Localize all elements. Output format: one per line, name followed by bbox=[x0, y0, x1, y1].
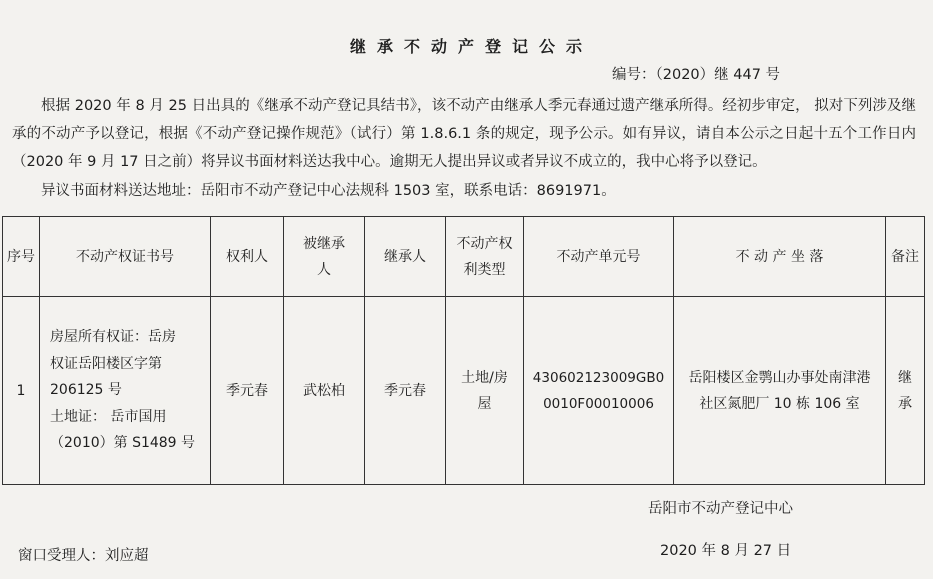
window-receiver: 窗口受理人：刘应超 bbox=[18, 548, 149, 564]
table-header-row bbox=[3, 217, 925, 297]
cell-right-type: 土地/房屋 bbox=[446, 297, 524, 485]
cert-line: 房屋所有权证：岳房 bbox=[50, 329, 176, 346]
table-row bbox=[3, 297, 925, 485]
header-unit-no: 不动产单元号 bbox=[524, 217, 674, 297]
notice-paragraph-main: 根据 2020 年 8 月 25 日出具的《继承不动产登记具结书》，该不动产由继承人季元春通过遗产继承所得。经初步审定， 拟对下列涉及继承的不动产予以登记，根据《不动产登记操作规范》（试行）第 1.8.6.1 条的规定，现予公示。如有异议，请自本公示之日起十五个工作日内（2020 年 9 月 17 日之前）将异议书面材料送达我中心。逾期无人提出异议或者异议不成立的，我中心将予以登记。 bbox=[12, 98, 916, 171]
header-right-type: 不动产权利类型 bbox=[446, 217, 524, 297]
registration-table bbox=[2, 216, 925, 485]
cell-cert-no bbox=[40, 297, 211, 485]
cert-line: 土地证： 岳市国用 bbox=[50, 408, 167, 425]
header-location: 不 动 产 坐 落 bbox=[674, 217, 886, 297]
cell-decedent: 武松柏 bbox=[284, 297, 365, 485]
header-heir: 继承人 bbox=[365, 217, 446, 297]
cell-remark: 继承 bbox=[886, 297, 925, 485]
header-seq: 序号 bbox=[3, 217, 40, 297]
header-right-holder: 权利人 bbox=[211, 217, 284, 297]
cert-line: 权证岳阳楼区字第 bbox=[50, 355, 162, 372]
header-decedent: 被继承人 bbox=[284, 217, 365, 297]
cert-line: （2010）第 S1489 号 bbox=[50, 435, 196, 452]
cell-unit-no: 430602123009GB00010F00010006 bbox=[524, 297, 674, 485]
header-remark: 备注 bbox=[886, 217, 925, 297]
issuing-center: 岳阳市不动产登记中心 bbox=[648, 501, 793, 517]
cell-seq: 1 bbox=[3, 297, 40, 485]
header-cert-no: 不动产权证书号 bbox=[40, 217, 211, 297]
issue-date: 2020 年 8 月 27 日 bbox=[660, 543, 792, 559]
notice-paragraph-address: 异议书面材料送达地址：岳阳市不动产登记中心法规科 1503 室，联系电话：8691971。 bbox=[41, 182, 616, 199]
cell-heir: 季元春 bbox=[365, 297, 446, 485]
cell-right-holder: 季元春 bbox=[211, 297, 284, 485]
notice-title: 继承不动产登记公示 bbox=[349, 37, 593, 56]
document-number: 编号：（2020）继 447 号 bbox=[612, 67, 781, 83]
notice-body bbox=[12, 92, 916, 205]
cert-line: 206125 号 bbox=[50, 382, 122, 399]
cell-location: 岳阳楼区金鹗山办事处南津港社区氮肥厂 10 栋 106 室 bbox=[674, 297, 886, 485]
